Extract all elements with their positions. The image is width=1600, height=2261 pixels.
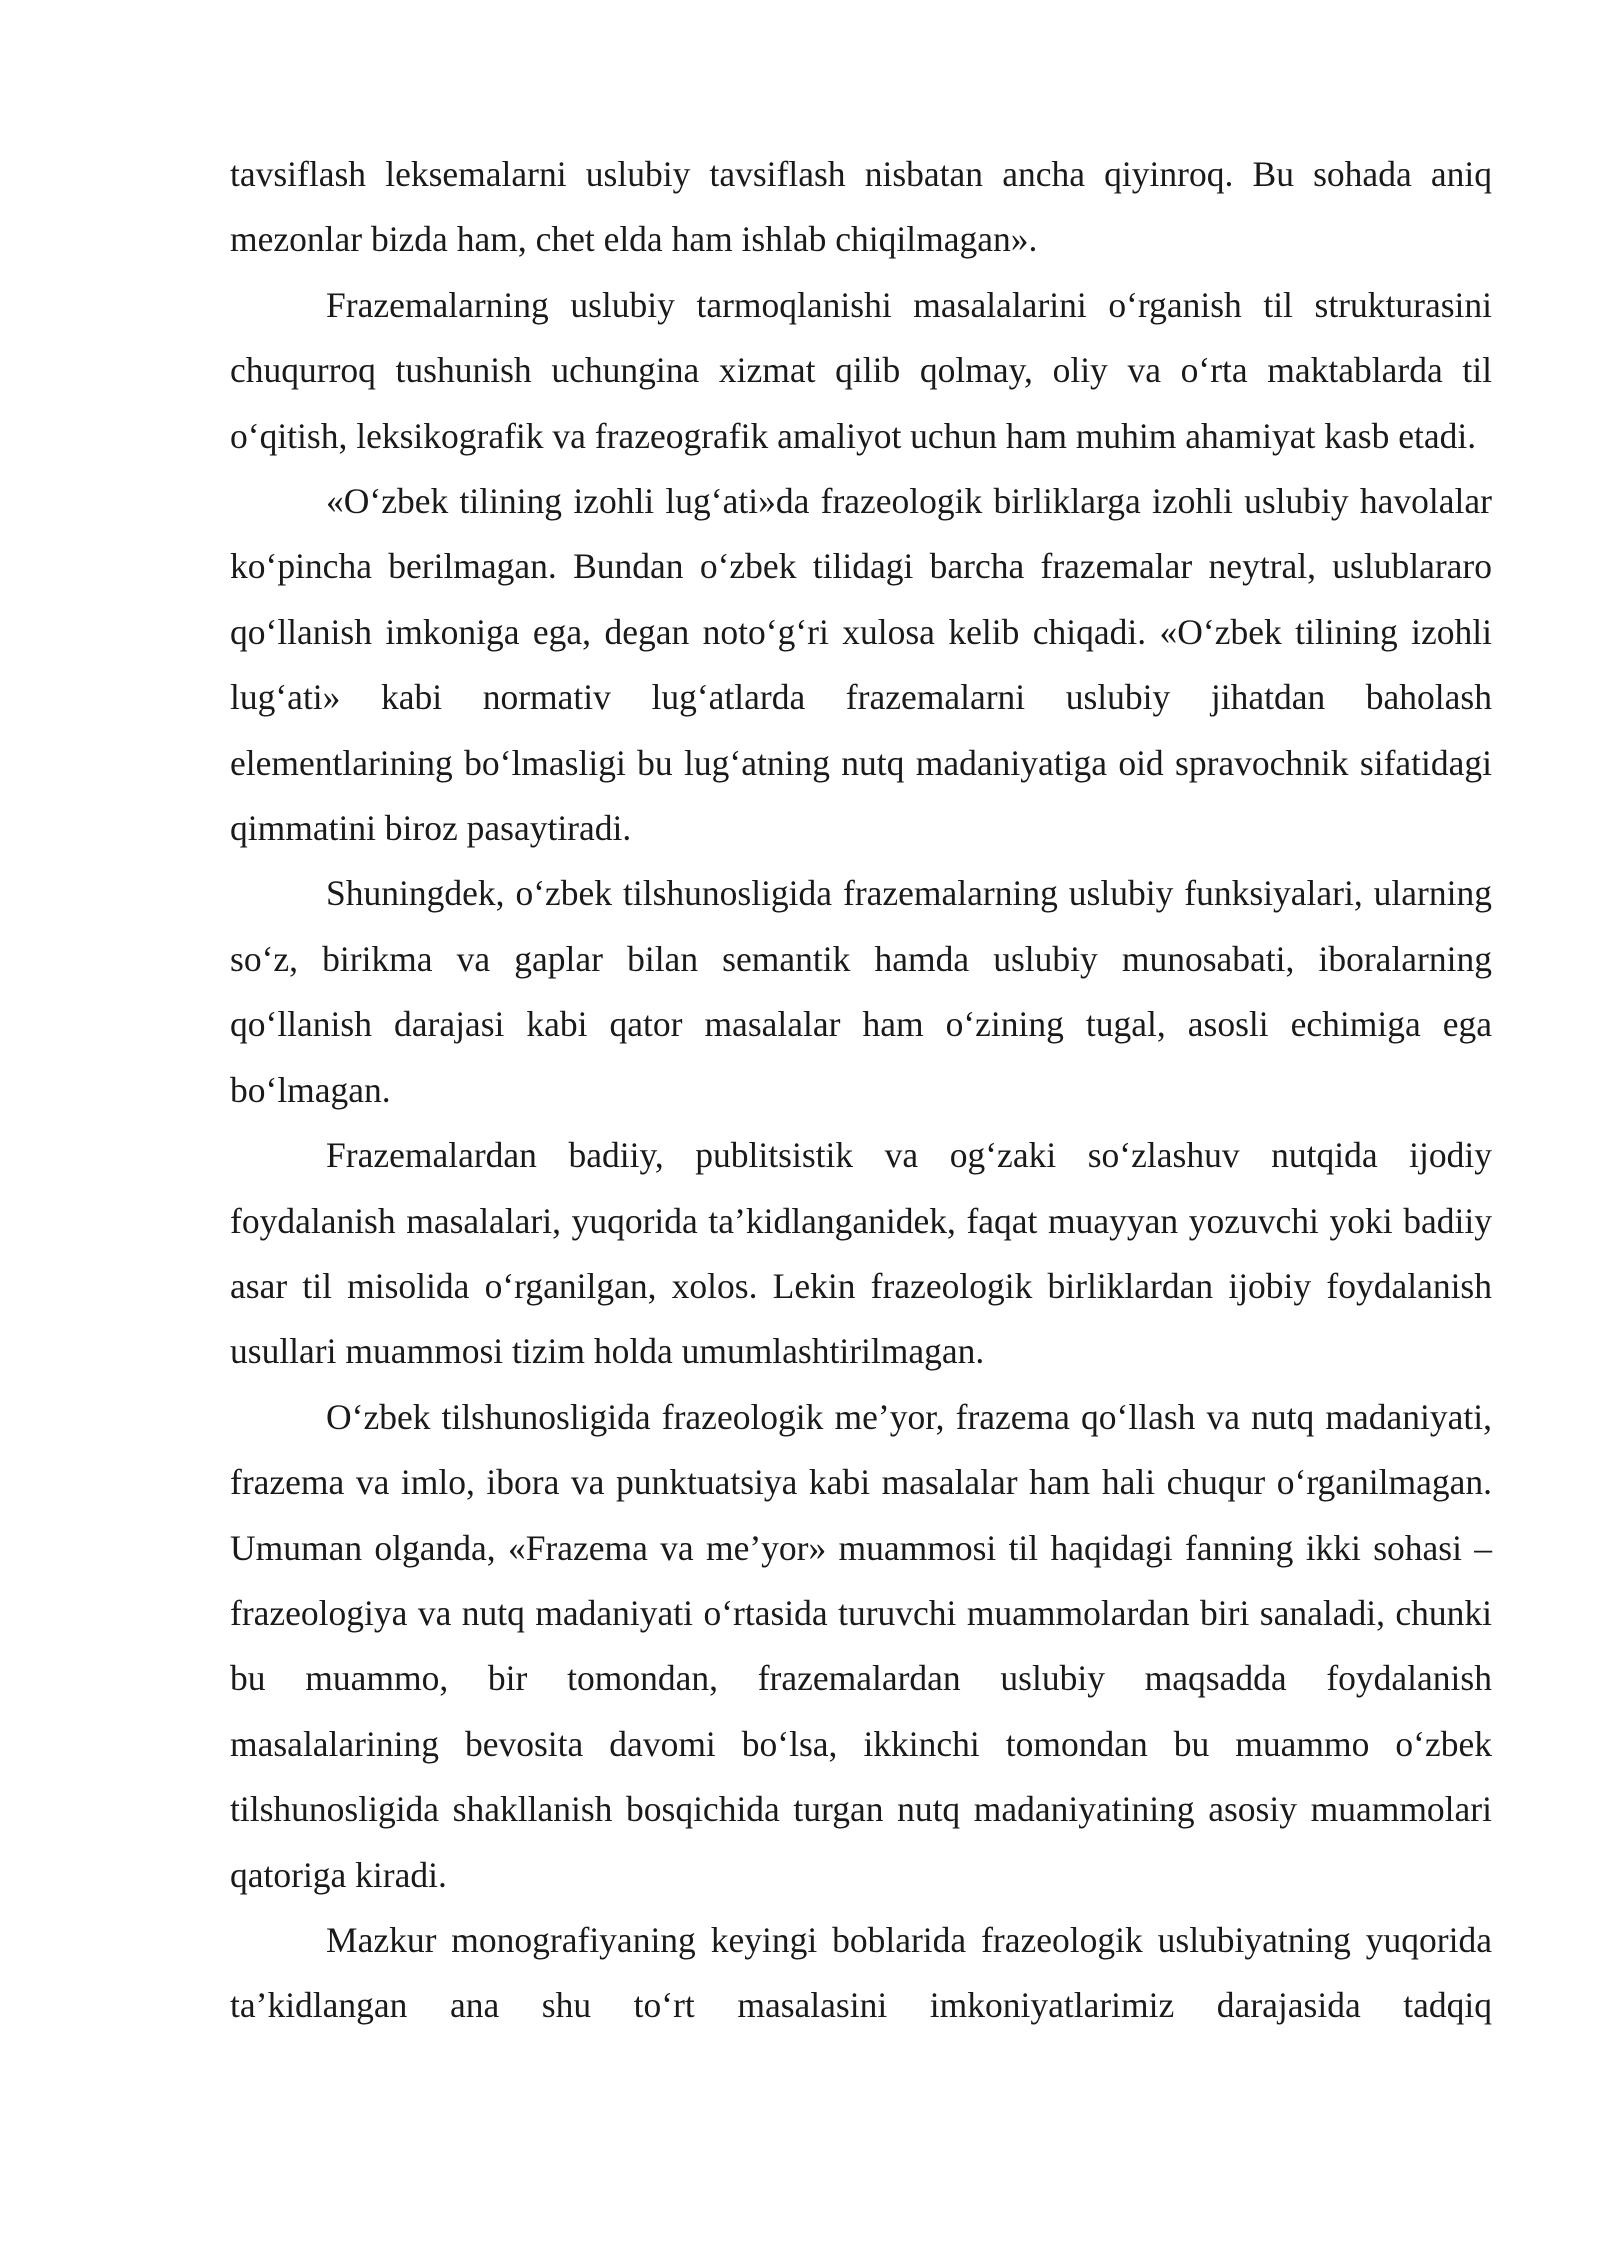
paragraph-3: «O‘zbek tilining izohli lug‘ati»da frazeologik birliklarga izohli uslubiy havolalar ko‘pincha berilmagan. Bundan o‘zbek tilidagi barcha frazemalar neytral, uslublararo qo‘llanish imkoniga ega, degan noto‘g‘ri xulosa kelib chiqadi. «O‘zbek tilining izohli lug‘ati» kabi normativ lug‘atlarda frazemalarni uslubiy jihatdan baholash elementlarining bo‘lmasligi bu lug‘atning nutq madaniyatiga oid spravochnik sifatidagi qimmatini biroz pasaytiradi.: [230, 481, 1492, 849]
paragraph-5: Frazemalardan badiiy, publitsistik va og‘zaki so‘zlashuv nutqida ijodiy foydalanish masalalari, yuqorida ta’kidlanganidek, faqat muayyan yozuvchi yoki badiiy asar til misolida o‘rganilgan, xolos. Lekin frazeologik birliklardan ijobiy foydalanish usullari muammosi tizim holda umumlashtirilmagan.: [230, 1135, 1492, 1372]
paragraph-6: O‘zbek tilshunosligida frazeologik me’yor, frazema qo‘llash va nutq madaniyati, frazema va imlo, ibora va punktuatsiya kabi masalalar ham hali chuqur o‘rganilmagan. Umuman olganda, «Frazema va me’yor» muammosi til haqidagi fanning ikki sohasi – frazeologiya va nutq madaniyati o‘rtasida turuvchi muammolardan biri sanaladi, chunki bu muammo, bir tomondan, frazemalardan uslubiy maqsadda foydalanish masalalarining bevosita davomi bo‘lsa, ikkinchi tomondan bu muammo o‘zbek tilshunosligida shakllanish bosqichida turgan nutq madaniyatining asosiy muammolari qatoriga kiradi.: [230, 1396, 1492, 1895]
paragraph-7: Mazkur monografiyaning keyingi boblarida frazeologik uslubiyatning yuqorida ta’kidlangan ana shu to‘rt masalasini imkoniyatlarimiz darajasida tadqiq: [230, 1919, 1492, 2026]
paragraph-2: Frazemalarning uslubiy tarmoqlanishi masalalarini o‘rganish til strukturasini chuqurroq tushunish uchungina xizmat qilib qolmay, oliy va o‘rta maktablarda til o‘qitish, leksikografik va frazeografik amaliyot uchun ham muhim ahamiyat kasb etadi.: [230, 284, 1492, 456]
body-text: [230, 142, 1492, 2039]
paragraph-1: tavsiflash leksemalarni uslubiy tavsiflash nisbatan ancha qiyinroq. Bu sohada aniq mezonlar bizda ham, chet elda ham ishlab chiqilmagan».: [230, 154, 1492, 260]
paragraph-4: Shuningdek, o‘zbek tilshunosligida frazemalarning uslubiy funksiyalari, ularning so‘z, birikma va gaplar bilan semantik hamda uslubiy munosabati, iboralarning qo‘llanish darajasi kabi qator masalalar ham o‘zining tugal, asosli echimiga ega bo‘lmagan.: [230, 873, 1492, 1110]
